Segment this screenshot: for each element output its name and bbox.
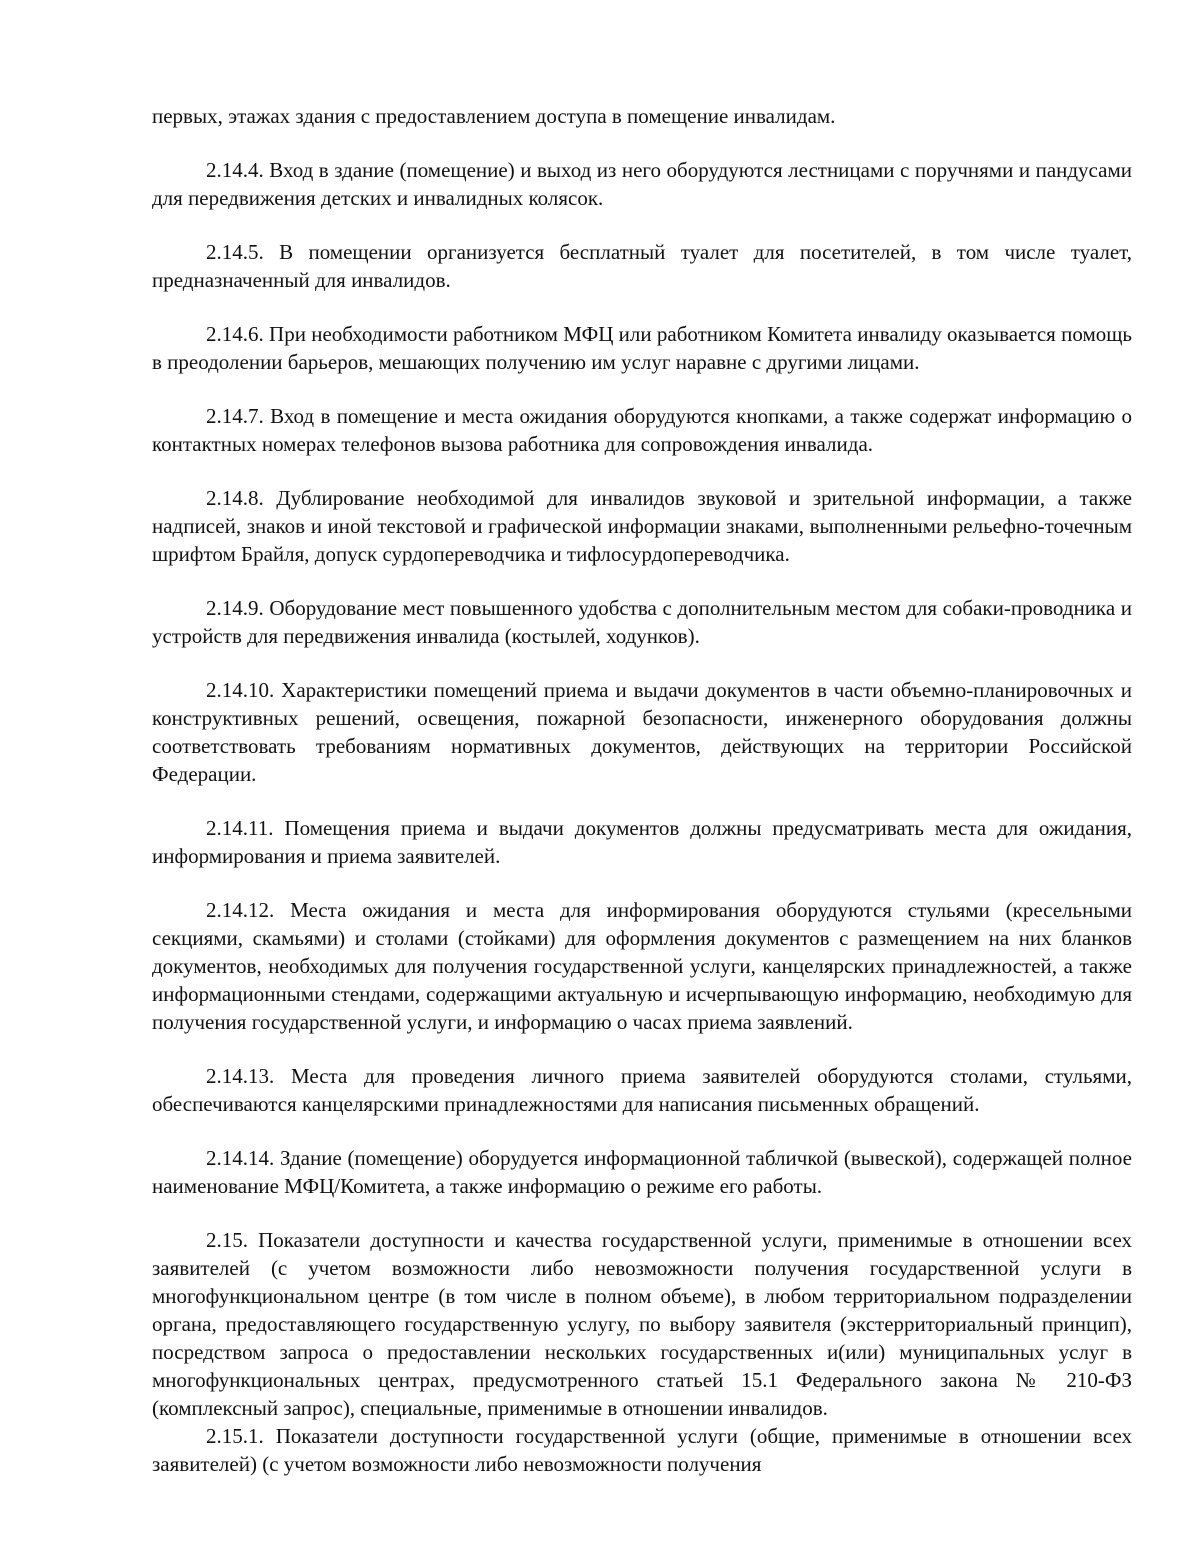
paragraph-2-14-9: 2.14.9. Оборудование мест повышенного удобства с дополнительным местом для собаки-проводника и устройств для передвижения инвалида (костылей, ходунков). xyxy=(152,596,1132,648)
paragraph-2-14-13: 2.14.13. Места для проведения личного приема заявителей оборудуются столами, стульями, обеспечиваются канцелярскими принадлежностями для написания письменных обращений. xyxy=(152,1064,1132,1116)
paragraph-2-14-10: 2.14.10. Характеристики помещений приема и выдачи документов в части объемно-планировочных и конструктивных решений, освещения, пожарной безопасности, инженерного оборудования должны соответствовать требованиям нормативных документов, действующих на территории Российской Федерации. xyxy=(152,678,1132,786)
document-body xyxy=(152,102,1132,1478)
paragraph-2-15: 2.15. Показатели доступности и качества государственной услуги, применимые в отношении всех заявителей (с учетом возможности либо невозможности получения государственной услуги в многофункциональном центре (в том числе в полном объеме), в любом территориальном подразделении органа, предоставляющего государственную услугу, по выбору заявителя (экстерриториальный принцип), посредством запроса о предоставлении нескольких государственных и(или) муниципальных услуг в многофункциональных центрах, предусмотренного статьей 15.1 Федерального закона № 210-ФЗ (комплексный запрос), специальные, применимые в отношении инвалидов. xyxy=(152,1228,1132,1420)
paragraph-2-14-11: 2.14.11. Помещения приема и выдачи документов должны предусматривать места для ожидания, информирования и приема заявителей. xyxy=(152,816,1132,868)
paragraph-2-15-1: 2.15.1. Показатели доступности государственной услуги (общие, применимые в отношении всех заявителей) (с учетом возможности либо невозможности получения xyxy=(152,1424,1132,1476)
paragraph-2-14-12: 2.14.12. Места ожидания и места для информирования оборудуются стульями (кресельными секциями, скамьями) и столами (стойками) для оформления документов с размещением на них бланков документов, необходимых для получения государственной услуги, канцелярских принадлежностей, а также информационными стендами, содержащими актуальную и исчерпывающую информацию, необходимую для получения государственной услуги, и информацию о часах приема заявлений. xyxy=(152,898,1132,1034)
paragraph-continuation: первых, этажах здания с предоставлением доступа в помещение инвалидам. xyxy=(152,104,836,128)
paragraph-2-14-4: 2.14.4. Вход в здание (помещение) и выход из него оборудуются лестницами с поручнями и пандусами для передвижения детских и инвалидных колясок. xyxy=(152,158,1132,210)
paragraph-2-14-7: 2.14.7. Вход в помещение и места ожидания оборудуются кнопками, а также содержат информацию о контактных номерах телефонов вызова работника для сопровождения инвалида. xyxy=(152,404,1132,456)
paragraph-2-14-8: 2.14.8. Дублирование необходимой для инвалидов звуковой и зрительной информации, а также надписей, знаков и иной текстовой и графической информации знаками, выполненными рельефно-точечным шрифтом Брайля, допуск сурдопереводчика и тифлосурдопереводчика. xyxy=(152,486,1132,566)
paragraph-2-14-6: 2.14.6. При необходимости работником МФЦ или работником Комитета инвалиду оказывается помощь в преодолении барьеров, мешающих получению им услуг наравне с другими лицами. xyxy=(152,322,1132,374)
paragraph-2-14-5: 2.14.5. В помещении организуется бесплатный туалет для посетителей, в том числе туалет, предназначенный для инвалидов. xyxy=(152,240,1132,292)
paragraph-2-14-14: 2.14.14. Здание (помещение) оборудуется информационной табличкой (вывеской), содержащей полное наименование МФЦ/Комитета, а также информацию о режиме его работы. xyxy=(152,1146,1132,1198)
